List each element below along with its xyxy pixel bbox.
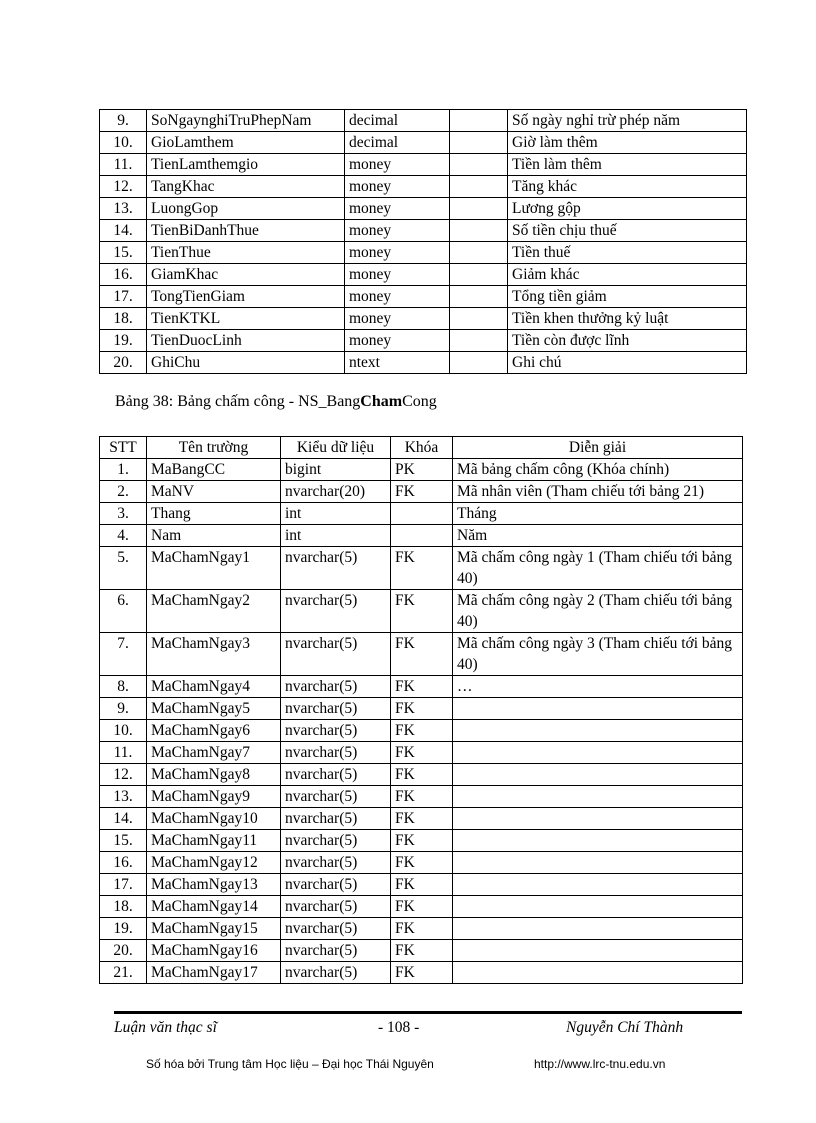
table-row [100,918,743,940]
table-row [100,110,747,132]
cell-field: TongTienGiam [147,286,345,308]
header-type: Kiểu dữ liệu [281,437,391,459]
cell-stt: 4. [100,525,147,547]
cell-type: money [345,198,450,220]
cell-type: nvarchar(5) [281,547,391,590]
cell-type: bigint [281,459,391,481]
table-row [100,352,747,374]
cell-stt: 16. [100,852,147,874]
cell-desc [453,786,743,808]
cell-stt: 2. [100,481,147,503]
cell-field: Thang [147,503,281,525]
cell-field: MaChamNgay4 [147,676,281,698]
cell-field: MaNV [147,481,281,503]
cell-field: TienDuocLinh [147,330,345,352]
cell-stt: 15. [100,830,147,852]
cell-desc [453,698,743,720]
table-row [100,786,743,808]
table-row [100,132,747,154]
cell-type: money [345,154,450,176]
cell-field: MaChamNgay17 [147,962,281,984]
cell-desc: Tiền làm thêm [508,154,747,176]
table-row [100,852,743,874]
cell-type: nvarchar(20) [281,481,391,503]
cell-key: FK [391,874,453,896]
cell-desc: Mã bảng chấm công (Khóa chính) [453,459,743,481]
cell-key [450,110,508,132]
cell-desc: Mã chấm công ngày 3 (Tham chiếu tới bảng 40) [453,633,743,676]
cell-type: nvarchar(5) [281,852,391,874]
cell-key: FK [391,918,453,940]
cell-stt: 11. [100,742,147,764]
cell-field: GioLamthem [147,132,345,154]
cell-desc [453,808,743,830]
cell-stt: 20. [100,352,147,374]
cell-stt: 17. [100,874,147,896]
cell-type: money [345,308,450,330]
cell-desc [453,764,743,786]
cell-field: TienThue [147,242,345,264]
cell-field: TangKhac [147,176,345,198]
cell-desc: Tiền còn được lĩnh [508,330,747,352]
cell-field: MaChamNgay9 [147,786,281,808]
cell-stt: 11. [100,154,147,176]
cell-stt: 15. [100,242,147,264]
cell-type: nvarchar(5) [281,764,391,786]
table-row [100,830,743,852]
cell-desc: Tổng tiền giảm [508,286,747,308]
cell-field: LuongGop [147,198,345,220]
timesheet-field-table [99,436,743,984]
cell-key: FK [391,481,453,503]
cell-field: MaChamNgay2 [147,590,281,633]
table-caption: Bảng 38: Bảng chấm công - NS_BangChamCong [115,393,437,410]
cell-desc: … [453,676,743,698]
cell-stt: 9. [100,698,147,720]
cell-type: money [345,330,450,352]
cell-stt: 13. [100,198,147,220]
table-row [100,874,743,896]
cell-key: FK [391,590,453,633]
cell-field: MaChamNgay11 [147,830,281,852]
table-row [100,176,747,198]
cell-stt: 18. [100,308,147,330]
table-row [100,264,747,286]
table-row [100,590,743,633]
cell-type: money [345,176,450,198]
cell-field: Nam [147,525,281,547]
cell-desc: Mã chấm công ngày 2 (Tham chiếu tới bảng 40) [453,590,743,633]
cell-key: FK [391,698,453,720]
cell-desc [453,874,743,896]
footer-thesis-label: Luận văn thạc sĩ [114,1019,217,1036]
cell-field: MaChamNgay10 [147,808,281,830]
cell-field: MaChamNgay12 [147,852,281,874]
cell-type: decimal [345,110,450,132]
cell-desc [453,830,743,852]
cell-type: int [281,525,391,547]
cell-type: nvarchar(5) [281,962,391,984]
table-row [100,286,747,308]
cell-desc: Tăng khác [508,176,747,198]
table-row [100,154,747,176]
table-row [100,503,743,525]
cell-stt: 3. [100,503,147,525]
cell-stt: 8. [100,676,147,698]
cell-key: FK [391,786,453,808]
table-row [100,459,743,481]
cell-stt: 9. [100,110,147,132]
cell-type: nvarchar(5) [281,808,391,830]
cell-desc: Số tiền chịu thuế [508,220,747,242]
cell-stt: 18. [100,896,147,918]
cell-field: TienKTKL [147,308,345,330]
cell-key [450,330,508,352]
cell-type: nvarchar(5) [281,633,391,676]
cell-desc: Giờ làm thêm [508,132,747,154]
table-row [100,764,743,786]
cell-field: MaChamNgay6 [147,720,281,742]
cell-key: FK [391,633,453,676]
cell-stt: 19. [100,918,147,940]
table-row [100,720,743,742]
cell-key [450,220,508,242]
cell-field: MaChamNgay7 [147,742,281,764]
cell-type: nvarchar(5) [281,720,391,742]
cell-key: FK [391,742,453,764]
source-url: http://www.lrc-tnu.edu.vn [534,1057,666,1071]
digitization-credit: Số hóa bởi Trung tâm Học liệu – Đại học Thái Nguyên [146,1057,434,1071]
cell-type: nvarchar(5) [281,874,391,896]
cell-key [450,352,508,374]
cell-stt: 6. [100,590,147,633]
cell-desc: Tháng [453,503,743,525]
cell-stt: 7. [100,633,147,676]
cell-desc [453,896,743,918]
cell-key [391,503,453,525]
cell-field: MaChamNgay5 [147,698,281,720]
cell-field: GiamKhac [147,264,345,286]
cell-field: SoNgaynghiTruPhepNam [147,110,345,132]
cell-type: money [345,286,450,308]
cell-field: GhiChu [147,352,345,374]
table-row [100,633,743,676]
table-row [100,481,743,503]
table-row [100,896,743,918]
cell-field: MaChamNgay16 [147,940,281,962]
header-stt: STT [100,437,147,459]
table-row [100,547,743,590]
header-desc: Diễn giải [453,437,743,459]
footer-author: Nguyễn Chí Thành [566,1019,684,1036]
cell-desc: Năm [453,525,743,547]
cell-desc [453,742,743,764]
cell-type: nvarchar(5) [281,698,391,720]
cell-stt: 14. [100,220,147,242]
cell-stt: 21. [100,962,147,984]
cell-desc: Tiền thuế [508,242,747,264]
cell-type: money [345,220,450,242]
cell-type: nvarchar(5) [281,940,391,962]
cell-type: ntext [345,352,450,374]
table-row [100,330,747,352]
cell-type: nvarchar(5) [281,590,391,633]
cell-desc [453,962,743,984]
cell-field: MaBangCC [147,459,281,481]
cell-stt: 10. [100,720,147,742]
table-row [100,962,743,984]
cell-desc: Lương gộp [508,198,747,220]
header-key: Khóa [391,437,453,459]
cell-stt: 10. [100,132,147,154]
cell-field: MaChamNgay3 [147,633,281,676]
cell-type: money [345,242,450,264]
cell-stt: 16. [100,264,147,286]
cell-key [450,286,508,308]
cell-key: FK [391,896,453,918]
cell-type: nvarchar(5) [281,742,391,764]
cell-key [450,198,508,220]
cell-stt: 5. [100,547,147,590]
table-row [100,242,747,264]
table-row [100,742,743,764]
table-row [100,308,747,330]
table-header-row [100,437,743,459]
cell-stt: 12. [100,176,147,198]
footer-divider [114,1011,742,1014]
cell-field: MaChamNgay1 [147,547,281,590]
table-row [100,940,743,962]
field-table-continued [99,109,747,374]
cell-desc [453,852,743,874]
cell-key: FK [391,764,453,786]
cell-desc [453,918,743,940]
header-field: Tên trường [147,437,281,459]
table-row [100,698,743,720]
page-number: - 108 - [378,1019,420,1036]
cell-type: nvarchar(5) [281,786,391,808]
cell-type: decimal [345,132,450,154]
cell-key: FK [391,830,453,852]
table-row [100,525,743,547]
table-row [100,220,747,242]
cell-key: FK [391,962,453,984]
cell-key: FK [391,808,453,830]
cell-key [450,264,508,286]
cell-desc: Mã chấm công ngày 1 (Tham chiếu tới bảng 40) [453,547,743,590]
cell-desc [453,940,743,962]
cell-key: FK [391,852,453,874]
cell-key: FK [391,676,453,698]
cell-key: PK [391,459,453,481]
cell-stt: 1. [100,459,147,481]
cell-field: TienLamthemgio [147,154,345,176]
cell-key [450,132,508,154]
cell-desc [453,720,743,742]
cell-stt: 20. [100,940,147,962]
cell-key [450,308,508,330]
cell-type: nvarchar(5) [281,918,391,940]
cell-type: nvarchar(5) [281,830,391,852]
cell-type: nvarchar(5) [281,896,391,918]
table-row [100,198,747,220]
table-row [100,676,743,698]
cell-field: MaChamNgay13 [147,874,281,896]
cell-stt: 12. [100,764,147,786]
cell-field: MaChamNgay15 [147,918,281,940]
cell-type: nvarchar(5) [281,676,391,698]
cell-desc: Ghi chú [508,352,747,374]
cell-desc: Tiền khen thưởng kỷ luật [508,308,747,330]
cell-key [450,176,508,198]
cell-key [391,525,453,547]
cell-type: money [345,264,450,286]
cell-key [450,242,508,264]
cell-key: FK [391,720,453,742]
cell-field: TienBiDanhThue [147,220,345,242]
cell-stt: 19. [100,330,147,352]
cell-desc: Mã nhân viên (Tham chiếu tới bảng 21) [453,481,743,503]
cell-desc: Số ngày nghỉ trừ phép năm [508,110,747,132]
cell-key [450,154,508,176]
cell-field: MaChamNgay8 [147,764,281,786]
cell-field: MaChamNgay14 [147,896,281,918]
cell-key: FK [391,940,453,962]
cell-type: int [281,503,391,525]
cell-desc: Giảm khác [508,264,747,286]
cell-stt: 14. [100,808,147,830]
cell-stt: 13. [100,786,147,808]
cell-stt: 17. [100,286,147,308]
cell-key: FK [391,547,453,590]
table-row [100,808,743,830]
